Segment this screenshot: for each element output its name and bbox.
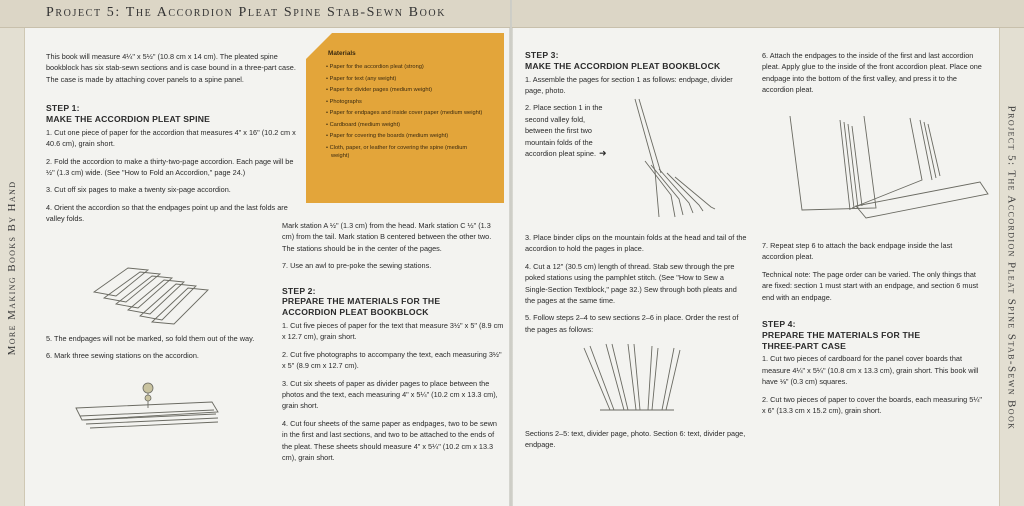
materials-list <box>326 63 486 163</box>
step-3-item-1: 1. Assemble the pages for section 1 as follows: endpage, divider page, photo. <box>525 74 733 95</box>
step-3-item-3: 3. Place binder clips on the mountain folds at the head and tail of the accordion to hold the pages in place. <box>525 233 747 254</box>
intro-text: This book will measure 4¼" x 5½" (10.8 cm x 14 cm). The pleated spine bookblock has six stab-sewn sections and is case bound in a three-part case. The case is made by attaching cover panels to a spine panel. <box>46 52 296 84</box>
step-3-item-4: 4. Cut a 12" (30.5 cm) length of thread. Stab sew through the pre poked stations using the pamphlet stitch. (See "How to Sew a Single-Section Textblock," page 32.) Sew through both pleats and the pages at the same time. <box>525 261 737 306</box>
step-1-label: STEP 1: <box>46 103 80 114</box>
materials-title: Materials <box>328 50 356 57</box>
column-4 <box>762 50 984 102</box>
step-4-title-line-1: PREPARE THE MATERIALS FOR THE <box>762 329 921 340</box>
step-3-item-8: 7. Repeat step 6 to attach the back endpage inside the last accordion pleat. <box>762 241 953 262</box>
step-4-title-line-2: THREE-PART CASE <box>762 340 847 351</box>
step-3-title: MAKE THE ACCORDION PLEAT BOOKBLOCK <box>525 60 721 71</box>
section-placement-illustration <box>615 95 745 220</box>
materials-item: • Paper for covering the boards (medium weight) <box>326 132 486 140</box>
sewn-sections-illustration <box>570 340 700 414</box>
step-2-item-1: 1. Cut five pieces of paper for the text that measure 3½" x 5" (8.9 cm x 12.7 cm), grain short. <box>282 321 504 342</box>
technical-note: Technical note: The page order can be varied. The only things that are fixed: section 1 must start with an endpage, and section 6 must end with an endpage. <box>762 269 979 302</box>
materials-item: • Photographs <box>326 98 486 106</box>
step-4-item-1: 1. Cut two pieces of cardboard for the panel cover boards that measure 4¼" x 5¼" (10.8 cm x 13.3 cm), grain short. This book will have ⅛" (0.3 cm) squares. <box>762 354 979 387</box>
column-3-lower <box>525 232 747 341</box>
side-title-left: More Making Books By Hand <box>6 180 18 356</box>
materials-item: • Paper for text (any weight) <box>326 75 486 83</box>
step-2-item-2: 2. Cut five photographs to accompany the text, each measuring 3½" x 5" (8.9 cm x 12.7 cm). <box>282 349 502 371</box>
column-3-bottom <box>525 428 747 457</box>
step-2-item-3: 3. Cut six sheets of paper as divider pages to place between the photos and the text, each measuring 4" x 5¼" (10.2 cm x 13.3 cm), grain short. <box>282 378 498 411</box>
running-head-right <box>512 0 1024 28</box>
station-text: Mark station A ½" (1.3 cm) from the head. Mark station C ½" (1.3 cm) from the tail. Mark station B centered between the other two. The stations should be in the center of the pages. <box>282 221 492 253</box>
step-1-item-1: 1. Cut one piece of paper for the accordion that measures 4" x 16" (10.2 cm x 40.6 cm), grain short. <box>46 127 296 149</box>
step-1-title: MAKE THE ACCORDION PLEAT SPINE <box>46 114 211 125</box>
materials-item: • Cardboard (medium weight) <box>326 121 486 129</box>
step-2-item-4: 4. Cut four sheets of the same paper as endpages, two to be sewn in the first and last sections, and two to be attached to the ends of the pleat. These sheets should measure 4" x 5¼" (10.2 cm x 13.3 cm), grain short. <box>282 418 497 463</box>
step-1-item-7: 7. Use an awl to pre-poke the sewing stations. <box>282 261 432 271</box>
step-1-item-3: 3. Cut off six pages to make a twenty six-page accordion. <box>46 185 231 195</box>
step-3-item-7: 6. Attach the endpages to the inside of the first and last accordion pleat. Apply glue to the inside of the front accordion pleat. Place one endpage into the bottom of the first valley, and press it to the accordion pleat. <box>762 51 982 95</box>
accordion-illustration <box>88 262 218 326</box>
column-2 <box>282 220 504 469</box>
step-3-item-2 <box>525 102 609 159</box>
materials-item: • Paper for the accordion pleat (strong) <box>326 63 486 71</box>
endpage-illustration <box>780 110 995 225</box>
side-title-right: Project 5: The Accordion Pleat Spine Stab-Sewn Book <box>1006 105 1018 431</box>
book-gutter <box>509 0 513 506</box>
step-1-item-5: 5. The endpages will not be marked, so fold them out of the way. <box>46 334 255 343</box>
running-head-title: Project 5: The Accordion Pleat Spine Stab-Sewn Book <box>46 5 447 20</box>
step-1-item-4: 4. Orient the accordion so that the endpages point up and the last folds are valley folds. <box>46 202 288 224</box>
materials-item: • Cloth, paper, or leather for covering the spine (medium weight) <box>326 144 486 160</box>
step-3-label: STEP 3: <box>525 50 559 60</box>
step-3-item-2-text: 2. Place section 1 in the second valley fold, between the first two mountain folds of the accordion pleat spine. <box>525 103 603 159</box>
step-1-item-2: 2. Fold the accordion to make a thirty-two-page accordion. Each page will be ½" (1.3 cm) wide. (See "How to Fold an Accordion," page 24.) <box>46 156 294 178</box>
step-1-item-6: 6. Mark three sewing stations on the accordion. <box>46 351 199 361</box>
step-2-title-line-1: PREPARE THE MATERIALS FOR THE <box>282 296 441 307</box>
step-3-item-5: 5. Follow steps 2–4 to sew sections 2–6 in place. Order the rest of the pages as follows: <box>525 313 739 334</box>
materials-item: • Paper for divider pages (medium weight) <box>326 86 486 94</box>
step-2-label: STEP 2: <box>282 285 316 296</box>
materials-item: • Paper for endpages and inside cover paper (medium weight) <box>326 109 486 117</box>
column-4-lower <box>762 240 984 422</box>
column-1-lower <box>46 333 296 368</box>
column-1 <box>46 51 296 231</box>
running-head-left <box>0 0 510 28</box>
step-4-item-2: 2. Cut two pieces of paper to cover the boards, each measuring 5¼" x 6" (13.3 cm x 15.2 cm), grain short. <box>762 394 983 416</box>
step-2-title-line-2: ACCORDION PLEAT BOOKBLOCK <box>282 307 429 318</box>
step-4-label: STEP 4: <box>762 319 796 330</box>
arrow-pointer-icon: ➜ <box>599 148 607 159</box>
sewing-stations-illustration <box>72 378 222 434</box>
awl-illustration <box>143 383 153 393</box>
step-3-item-6: Sections 2–5: text, divider page, photo. Section 6: text, divider page, endpage. <box>525 429 746 450</box>
